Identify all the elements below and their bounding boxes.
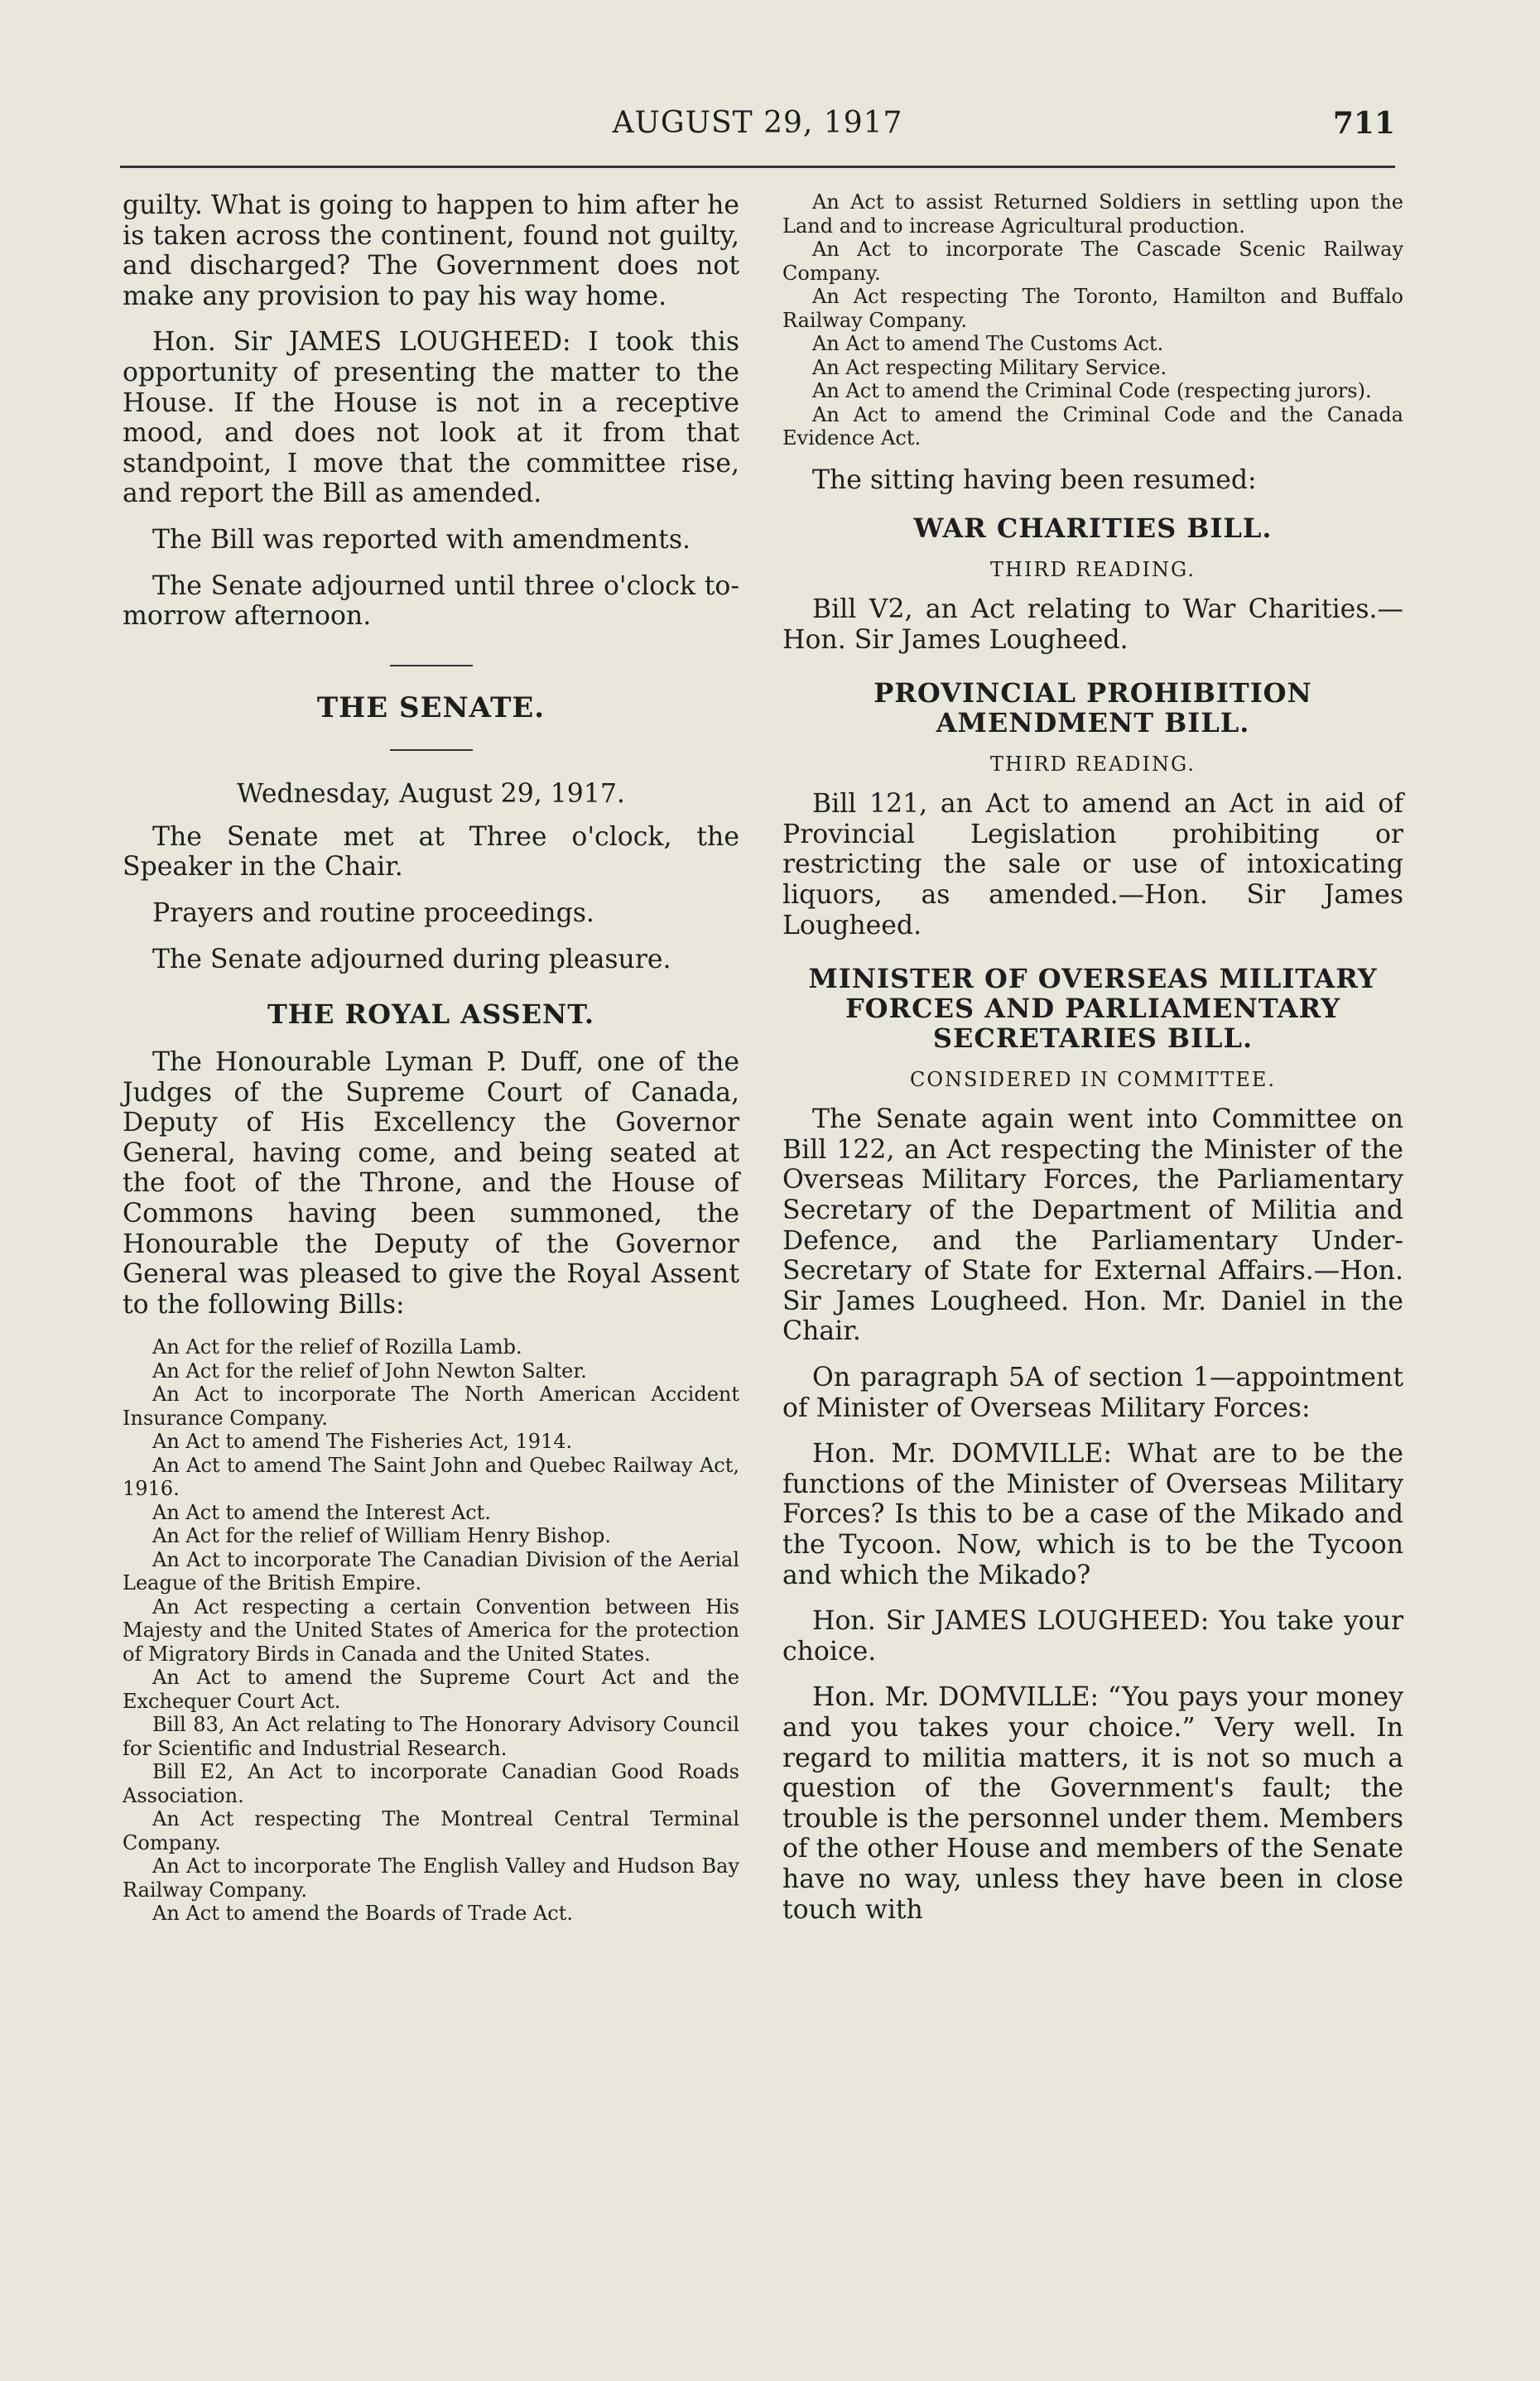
list-item: An Act for the relief of Rozilla Lamb. [152,1335,522,1359]
section-heading: MINISTER OF OVERSEAS MILITARY FORCES AND PARLIAMENTARY SECRETARIES BILL. [808,963,1378,1055]
paragraph: On paragraph 5A of section 1—appointment of Minister of Overseas Military Forces: [782,1363,1403,1423]
paragraph: Hon. Sir JAMES LOUGHEED: I took this opportunity of presenting the matter to the House. If the House is not in a receptive mood, and does not look at it from that standpoint, I move that the committee rise, and report the Bill as amended. [123,327,739,509]
section-subheading: CONSIDERED IN COMMITTEE. [909,1068,1277,1092]
list-item: An Act to incorporate The Canadian Division of the Aerial League of the British Empire. [123,1547,739,1595]
acts-list [123,1335,739,1926]
paragraph: The Honourable Lyman P. Duff, one of the Judges of the Supreme Court of Canada, Deputy of His Excellency the Governor General, having come, and being seated at the foot of the Throne, and the House of Commons having been summoned, the Honourable the Deputy of the Governor General was pleased to give the Royal Assent to the following Bills: [123,1047,739,1320]
section-subheading: THIRD READING. [990,753,1196,777]
section-heading: THE ROYAL ASSENT. [267,998,595,1031]
page-number: 711 [1332,106,1395,141]
list-item: An Act to amend The Customs Act. [812,332,1164,355]
list-item: Bill E2, An Act to incorporate Canadian Good Roads Association. [123,1760,739,1807]
list-item: Bill 83, An Act relating to The Honorary Advisory Council for Scientific and Industrial Research. [123,1713,739,1760]
list-item: An Act to amend the Supreme Court Act and the Exchequer Court Act. [123,1666,739,1713]
list-item: An Act respecting a certain Convention between His Majesty and the United States of America for the protection of Migratory Birds in Canada and the United States. [123,1595,739,1666]
left-column [123,190,739,1941]
list-item: An Act to assist Returned Soldiers in settling upon the Land and to increase Agricultural production. [782,190,1403,238]
page-header [120,106,1395,156]
paragraph: Hon. Mr. DOMVILLE: “You pays your money and you takes your choice.” Very well. In regard to militia matters, it is not so much a question of the Government's fault; the trouble is the personnel under them. Members of the other House and members of the Senate have no way, unless they have been in close touch with [782,1682,1403,1925]
section-heading: PROVINCIAL PROHIBITION AMENDMENT BILL. [873,677,1312,739]
section-heading: WAR CHARITIES BILL. [913,512,1273,545]
header-date: AUGUST 29, 1917 [612,106,903,140]
list-item: An Act to amend the Criminal Code and the Canada Evidence Act. [782,402,1403,450]
header-rule [120,166,1395,168]
list-item: An Act to amend the Interest Act. [152,1500,491,1524]
list-item: An Act for the relief of William Henry Bishop. [152,1524,611,1548]
right-column [782,190,1403,1941]
list-item: An Act to incorporate The English Valley and Hudson Bay Railway Company. [123,1854,739,1902]
section-divider [390,665,473,666]
list-item: An Act for the relief of John Newton Salter. [152,1359,587,1383]
paragraph: Bill V2, an Act relating to War Charities.—Hon. Sir James Lougheed. [782,594,1403,655]
list-item: An Act to amend the Criminal Code (respecting jurors). [812,379,1372,402]
section-divider [390,749,473,751]
paragraph: Hon. Sir JAMES LOUGHEED: You take your choice. [782,1606,1403,1667]
list-item: An Act to incorporate The North American Accident Insurance Company. [123,1383,739,1430]
paragraph: The Senate adjourned until three o'clock to-morrow afternoon. [123,570,739,632]
paragraph: The Senate again went into Committee on Bill 122, an Act respecting the Minister of the Overseas Military Forces, the Parliamentary Secretary of the Department of Militia and Defence, and the Parliamentary Under-Secretary of State for External Affairs.—Hon. Sir James Lougheed. Hon. Mr. Daniel in the Chair. [782,1104,1403,1347]
paragraph: guilty. What is going to happen to him after he is taken across the continent, found not guilty, and discharged? The Government does not make any provision to pay his way home. [123,190,739,311]
list-item: An Act to amend The Saint John and Quebec Railway Act, 1916. [123,1453,739,1501]
list-item: An Act to amend the Boards of Trade Act. [152,1902,574,1926]
paragraph: The Bill was reported with amendments. [152,524,691,555]
list-item: An Act to incorporate The Cascade Scenic Railway Company. [782,238,1403,285]
section-heading: THE SENATE. [316,690,546,724]
acts-list [782,190,1403,450]
sitting-date: Wednesday, August 29, 1917. [237,778,625,809]
paragraph: Prayers and routine proceedings. [152,897,594,928]
section-subheading: THIRD READING. [990,558,1196,582]
list-item: An Act respecting The Montreal Central Terminal Company. [123,1807,739,1854]
paragraph: The sitting having been resumed: [812,464,1257,495]
paragraph: Hon. Mr. DOMVILLE: What are to be the functions of the Minister of Overseas Military Forces? Is this to be a case of the Mikado and the Tycoon. Now, which is to be the Tycoon and which the Mikado? [782,1439,1403,1590]
paragraph: The Senate adjourned during pleasure. [152,944,671,974]
paragraph: Bill 121, an Act to amend an Act in aid of Provincial Legislation prohibiting or restricting the sale or use of intoxicating liquors, as amended.—Hon. Sir James Lougheed. [782,789,1403,940]
list-item: An Act respecting Military Service. [812,355,1167,379]
paragraph: The Senate met at Three o'clock, the Speaker in the Chair. [123,821,739,883]
list-item: An Act respecting The Toronto, Hamilton and Buffalo Railway Company. [782,285,1403,332]
list-item: An Act to amend The Fisheries Act, 1914. [152,1430,573,1454]
